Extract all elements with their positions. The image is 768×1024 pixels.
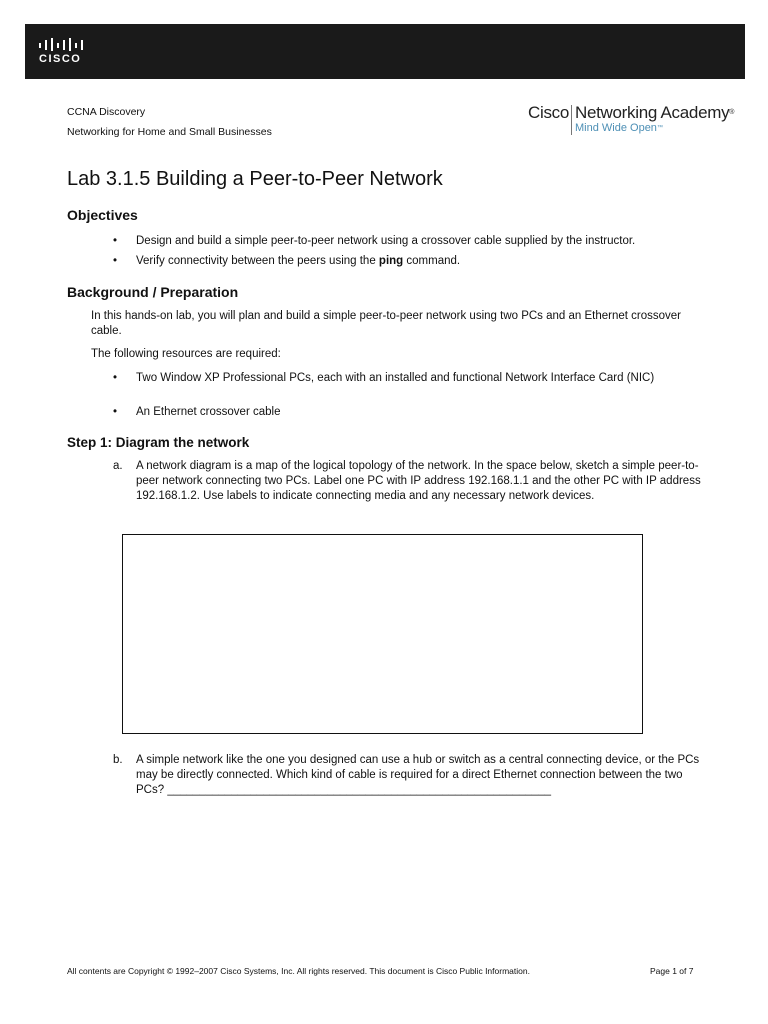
step1-b-marker: b. — [113, 754, 123, 766]
objective-item-2 — [136, 254, 460, 269]
academy-tagline-text: Mind Wide Open — [575, 122, 657, 134]
trademark-mark: ™ — [656, 125, 663, 131]
ping-command: ping — [378, 255, 404, 267]
bullet-icon: • — [113, 406, 118, 418]
resource-item-1: Two Window XP Professional PCs, each with an installed and functional Network Interface Card (NIC) — [136, 372, 655, 384]
objective-item-2-suffix: command. — [403, 255, 461, 267]
objectives-heading: Objectives — [67, 207, 138, 223]
lab-title: Lab 3.1.5 Building a Peer-to-Peer Network — [67, 168, 443, 190]
footer-page-number: Page 1 of 7 — [650, 966, 694, 976]
objective-item-2-prefix: Verify connectivity between the peers using the — [136, 255, 379, 267]
step1-heading: Step 1: Diagram the network — [67, 435, 250, 450]
networking-academy-logo — [528, 103, 743, 137]
step1-a-marker: a. — [113, 460, 123, 472]
academy-cisco-text: Cisco — [528, 103, 570, 122]
step1-a-text: A network diagram is a map of the logical topology of the network. In the space below, sketch a simple peer-to-peer network connecting two PCs. Label one PC with IP address 192.168.1.1 and the other PC with IP address 192.168.1.2. Use labels to indicate connecting media and any necessary network devices. — [136, 460, 701, 502]
academy-divider — [571, 105, 572, 135]
registered-mark: ® — [729, 109, 735, 116]
top-banner — [25, 24, 745, 79]
bullet-icon: • — [113, 255, 118, 267]
diagram-drawing-area[interactable] — [122, 534, 643, 734]
academy-tagline — [575, 122, 663, 135]
bullet-icon: • — [113, 372, 118, 384]
step1-b-text: A simple network like the one you designed can use a hub or switch as a central connecting device, or the PCs may be directly connected. Which kind of cable is required for a direct Ethernet connection between the two PCs? ____________________________________________________________ — [136, 754, 700, 796]
course-name: CCNA Discovery — [67, 106, 146, 118]
bullet-icon: • — [113, 235, 118, 247]
background-heading: Background / Preparation — [67, 284, 239, 300]
academy-name — [575, 103, 734, 123]
resource-item-2: An Ethernet crossover cable — [136, 406, 281, 418]
cisco-bars-icon — [38, 38, 86, 52]
cisco-wordmark: CISCO — [39, 53, 82, 65]
background-paragraph: In this hands-on lab, you will plan and build a simple peer-to-peer network using two PCs and an Ethernet crossover cable. — [91, 310, 682, 337]
module-name: Networking for Home and Small Businesses — [67, 126, 272, 138]
academy-name-text: Networking Academy — [575, 103, 730, 122]
cisco-logo — [38, 38, 88, 66]
objective-item-1: Design and build a simple peer-to-peer network using a crossover cable supplied by the instructor. — [136, 235, 636, 247]
resources-intro: The following resources are required: — [91, 348, 281, 360]
footer-copyright: All contents are Copyright © 1992–2007 Cisco Systems, Inc. All rights reserved. This document is Cisco Public Information. — [67, 966, 530, 976]
